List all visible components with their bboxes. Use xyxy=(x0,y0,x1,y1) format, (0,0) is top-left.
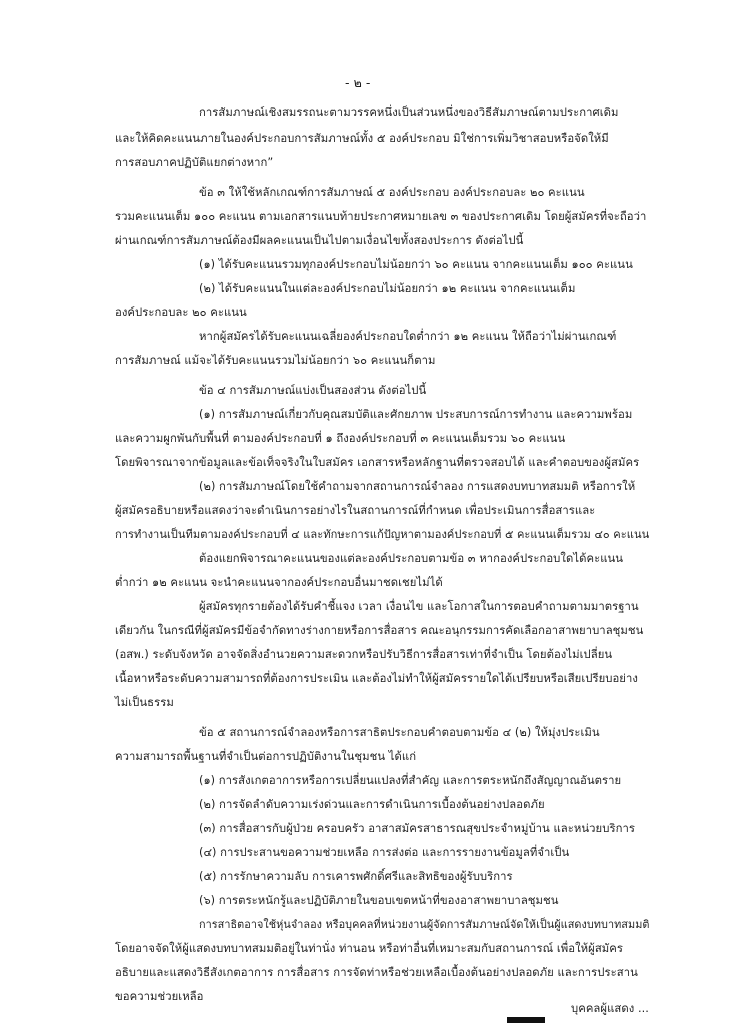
list-item: (๔) การประสานขอความช่วยเหลือ การส่งต่อ และการรายงานข้อมูลที่จำเป็น xyxy=(199,846,570,859)
text-line: รวมคะแนนเต็ม ๑๐๐ คะแนน ตามเอกสารแนบท้ายประกาศหมายเลข ๓ ของประกาศเดิม โดยผู้สมัครที่จะถือว่า xyxy=(115,210,647,223)
text-line: การสอบภาคปฏิบัติแยกต่างหาก” xyxy=(115,156,274,169)
scan-edge-mark xyxy=(507,1017,545,1023)
text-line: ความสามารถพื้นฐานที่จำเป็นต่อการปฏิบัติงานในชุมชน ได้แก่ xyxy=(115,750,417,763)
text-line: หากผู้สมัครได้รับคะแนนเฉลี่ยองค์ประกอบใดต่ำกว่า ๑๒ คะแนน ให้ถือว่าไม่ผ่านเกณฑ์ xyxy=(199,330,617,343)
text-line: ต่ำกว่า ๑๒ คะแนน จะนำคะแนนจากองค์ประกอบอื่นมาชดเชยไม่ได้ xyxy=(115,576,443,589)
text-line: และความผูกพันกับพื้นที่ ตามองค์ประกอบที่ ๑ ถึงองค์ประกอบที่ ๓ คะแนนเต็มรวม ๖๐ คะแนน xyxy=(115,432,566,445)
text-line: ผ่านเกณฑ์การสัมภาษณ์ต้องมีผลคะแนนเป็นไปตามเงื่อนไขทั้งสองประการ ดังต่อไปนี้ xyxy=(115,234,524,247)
text-line: โดยอาจจัดให้ผู้แสดงบทบาทสมมติอยู่ในท่านั่ง ท่านอน หรือท่าอื่นที่เหมาะสมกับสถานการณ์ เพื่อให้ผู้สมัคร xyxy=(115,942,623,955)
text-line: เนื้อหาหรือระดับความสามารถที่ต้องการประเมิน และต้องไม่ทำให้ผู้สมัครรายใดได้เปรียบหรือเสียเปรียบอย่าง xyxy=(115,672,638,685)
text-line: (๑) ได้รับคะแนนรวมทุกองค์ประกอบไม่น้อยกว่า ๖๐ คะแนน จากคะแนนเต็ม ๑๐๐ คะแนน xyxy=(199,258,633,271)
text-line: ไม่เป็นธรรม xyxy=(115,696,174,709)
text-line: การทำงานเป็นทีมตามองค์ประกอบที่ ๔ และทักษะการแก้ปัญหาตามองค์ประกอบที่ ๕ คะแนนเต็มรวม ๔๐ คะแนน xyxy=(115,528,650,541)
text-line: ขอความช่วยเหลือ xyxy=(115,990,204,1003)
list-item: (๖) การตระหนักรู้และปฏิบัติภายในขอบเขตหน้าที่ของอาสาพยาบาลชุมชน xyxy=(199,894,559,907)
text-line: (๒) ได้รับคะแนนในแต่ละองค์ประกอบไม่น้อยกว่า ๑๒ คะแนน จากคะแนนเต็ม xyxy=(199,282,576,295)
text-line: การสัมภาษณ์เชิงสมรรถนะตามวรรคหนึ่งเป็นส่วนหนึ่งของวิธีสัมภาษณ์ตามประกาศเดิม xyxy=(199,106,619,119)
text-line: ข้อ ๔ การสัมภาษณ์แบ่งเป็นสองส่วน ดังต่อไปนี้ xyxy=(199,384,427,397)
text-line: ต้องแยกพิจารณาคะแนนของแต่ละองค์ประกอบตามข้อ ๓ หากองค์ประกอบใดได้คะแนน xyxy=(199,552,624,565)
text-line: (๑) การสัมภาษณ์เกี่ยวกับคุณสมบัติและศักยภาพ ประสบการณ์การทำงาน และความพร้อม xyxy=(199,408,633,421)
text-line: องค์ประกอบละ ๒๐ คะแนน xyxy=(115,306,247,319)
text-line: และให้คิดคะแนนภายในองค์ประกอบการสัมภาษณ์ทั้ง ๕ องค์ประกอบ มิใช่การเพิ่มวิชาสอบหรือจัดให้มี xyxy=(115,132,609,145)
text-line: (๒) การสัมภาษณ์โดยใช้คำถามจากสถานการณ์จำลอง การแสดงบทบาทสมมติ หรือการให้ xyxy=(199,480,636,493)
text-line: โดยพิจารณาจากข้อมูลและข้อเท็จจริงในใบสมัคร เอกสารหรือหลักฐานที่ตรวจสอบได้ และคำตอบของผู้สมัคร xyxy=(115,456,640,469)
text-line: เดียวกัน ในกรณีที่ผู้สมัครมีข้อจำกัดทางร่างกายหรือการสื่อสาร คณะอนุกรรมการคัดเลือกอาสาพยาบาลชุมชน xyxy=(115,624,644,637)
text-line: การสาธิตอาจใช้หุ่นจำลอง หรือบุคคลที่หน่วยงานผู้จัดการสัมภาษณ์จัดให้เป็นผู้แสดงบทบาทสมมติ xyxy=(199,918,650,931)
list-item: (๕) การรักษาความลับ การเคารพศักดิ์ศรีและสิทธิของผู้รับบริการ xyxy=(199,870,513,883)
list-item: (๑) การสังเกตอาการหรือการเปลี่ยนแปลงที่สำคัญ และการตระหนักถึงสัญญาณอันตราย xyxy=(199,774,622,787)
page-number: - ๒ - xyxy=(345,75,371,90)
text-line: ข้อ ๓ ให้ใช้หลักเกณฑ์การสัมภาษณ์ ๕ องค์ประกอบ องค์ประกอบละ ๒๐ คะแนน xyxy=(199,186,585,199)
text-line: อธิบายและแสดงวิธีสังเกตอาการ การสื่อสาร การจัดท่าหรือช่วยเหลือเบื้องต้นอย่างปลอดภัย และการประสาน xyxy=(115,966,638,979)
text-line: การสัมภาษณ์ แม้จะได้รับคะแนนรวมไม่น้อยกว่า ๖๐ คะแนนก็ตาม xyxy=(115,354,436,367)
text-line: ผู้สมัครอธิบายหรือแสดงว่าจะดำเนินการอย่างไรในสถานการณ์ที่กำหนด เพื่อประเมินการสื่อสารและ xyxy=(115,504,596,517)
list-item: (๓) การสื่อสารกับผู้ป่วย ครอบครัว อาสาสมัครสาธารณสุขประจำหมู่บ้าน และหน่วยบริการ xyxy=(199,822,635,835)
continuation-text: บุคคลผู้แสดง ... xyxy=(571,1002,649,1015)
text-line: ผู้สมัครทุกรายต้องได้รับคำชี้แจง เวลา เงื่อนไข และโอกาสในการตอบคำถามตามมาตรฐาน xyxy=(199,600,639,613)
list-item: (๒) การจัดลำดับความเร่งด่วนและการดำเนินการเบื้องต้นอย่างปลอดภัย xyxy=(199,798,545,811)
text-line: (อสพ.) ระดับจังหวัด อาจจัดสิ่งอำนวยความสะดวกหรือปรับวิธีการสื่อสารเท่าที่จำเป็น โดยต้องไม่เปลี่ยน xyxy=(115,648,613,661)
text-line: ข้อ ๕ สถานการณ์จำลองหรือการสาธิตประกอบคำตอบตามข้อ ๔ (๒) ให้มุ่งประเมิน xyxy=(199,726,600,739)
